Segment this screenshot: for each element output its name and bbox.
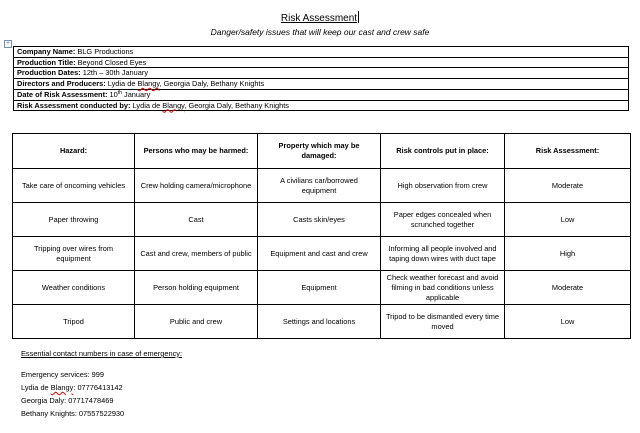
contact-text: Lydia de	[21, 383, 51, 392]
table-row	[13, 203, 631, 237]
column-header-controls[interactable]: Risk controls put in place:	[381, 134, 505, 169]
info-value: January	[121, 89, 151, 99]
property-cell[interactable]: Settings and locations	[258, 305, 381, 339]
contact-georgia: Georgia Daly: 07717478469	[21, 396, 114, 405]
property-cell[interactable]: Casts skin/eyes	[258, 203, 381, 237]
production-info-table	[13, 46, 629, 111]
info-value: BLG Productions	[75, 47, 134, 56]
info-row	[14, 100, 629, 111]
info-value: Lydia de	[130, 100, 163, 110]
info-value: , Georgia Daly, Bethany Knights	[184, 100, 289, 110]
hazard-cell[interactable]: Paper throwing	[13, 203, 135, 237]
info-label: Directors and Producers:	[17, 79, 106, 89]
assessment-cell[interactable]: High	[505, 237, 631, 271]
table-row	[13, 271, 631, 305]
info-label: Production Dates:	[17, 68, 81, 78]
table-row	[13, 305, 631, 339]
persons-cell[interactable]: Public and crew	[135, 305, 258, 339]
info-value: 12th – 30th January	[80, 68, 149, 78]
controls-cell[interactable]: Tripod to be dismantled every time moved	[381, 305, 505, 339]
property-cell[interactable]: Equipment	[258, 271, 381, 305]
ordinal-suffix: th	[117, 89, 122, 96]
property-cell[interactable]: Equipment and cast and crew	[258, 237, 381, 271]
info-label: Date of Risk Assessment:	[17, 89, 108, 99]
assessment-cell[interactable]: Moderate	[505, 169, 631, 203]
contact-lydia	[21, 383, 123, 392]
persons-cell[interactable]: Crew holding camera/microphone	[135, 169, 258, 203]
contacts-heading: Essential contact numbers in case of emergency:	[21, 349, 183, 358]
persons-cell[interactable]: Cast	[135, 203, 258, 237]
hazard-cell[interactable]: Weather conditions	[13, 271, 135, 305]
contact-emergency: Emergency services: 999	[21, 370, 104, 379]
table-move-handle-icon[interactable]: +	[4, 40, 12, 48]
assessment-cell[interactable]: Moderate	[505, 271, 631, 305]
contact-bethany: Bethany Knights: 07557522930	[21, 409, 125, 418]
text-cursor	[358, 11, 359, 23]
info-value: Beyond Closed Eyes	[75, 57, 147, 67]
info-row	[14, 57, 629, 68]
spelling-flag[interactable]: Blangy	[137, 79, 160, 89]
info-row	[14, 68, 629, 79]
column-header-persons[interactable]: Persons who may be harmed:	[135, 134, 258, 169]
info-label: Company Name:	[17, 47, 76, 56]
document-subtitle: Danger/safety issues that will keep our cast and crew safe	[210, 27, 430, 37]
info-label: Production Title:	[17, 57, 76, 67]
column-header-assessment[interactable]: Risk Assessment:	[505, 134, 631, 169]
info-row	[14, 47, 629, 58]
table-row	[13, 169, 631, 203]
table-row	[13, 237, 631, 271]
info-value: 10	[107, 89, 118, 99]
info-row	[14, 79, 629, 90]
info-row	[14, 89, 629, 100]
hazard-cell[interactable]: Tripping over wires from equipment	[13, 237, 135, 271]
controls-cell[interactable]: High observation from crew	[381, 169, 505, 203]
controls-cell[interactable]: Informing all people involved and taping down wires with duct tape	[381, 237, 505, 271]
hazard-cell[interactable]: Take care of oncoming vehicles	[13, 169, 135, 203]
spelling-flag[interactable]: Blangy	[162, 100, 185, 110]
assessment-cell[interactable]: Low	[505, 305, 631, 339]
column-header-property[interactable]: Property which may be damaged:	[258, 134, 381, 169]
risk-assessment-table	[12, 133, 631, 339]
spelling-flag[interactable]: Blangy	[50, 383, 74, 392]
document-title[interactable]: Risk Assessment	[280, 13, 358, 24]
property-cell[interactable]: A civilians car/borrowed equipment	[258, 169, 381, 203]
controls-cell[interactable]: Paper edges concealed when scrunched together	[381, 203, 505, 237]
persons-cell[interactable]: Cast and crew, members of public	[135, 237, 258, 271]
info-label: Risk Assessment conducted by:	[17, 100, 131, 110]
info-value: Lydia de	[105, 79, 138, 89]
controls-cell[interactable]: Check weather forecast and avoid filming in bad conditions unless applicable	[381, 271, 505, 305]
table-header-row	[13, 134, 631, 169]
assessment-cell[interactable]: Low	[505, 203, 631, 237]
hazard-cell[interactable]: Tripod	[13, 305, 135, 339]
info-value: , Georgia Daly, Bethany Knights	[159, 79, 265, 89]
column-header-hazard[interactable]: Hazard:	[13, 134, 135, 169]
contact-text: : 07776413142	[73, 383, 123, 392]
persons-cell[interactable]: Person holding equipment	[135, 271, 258, 305]
